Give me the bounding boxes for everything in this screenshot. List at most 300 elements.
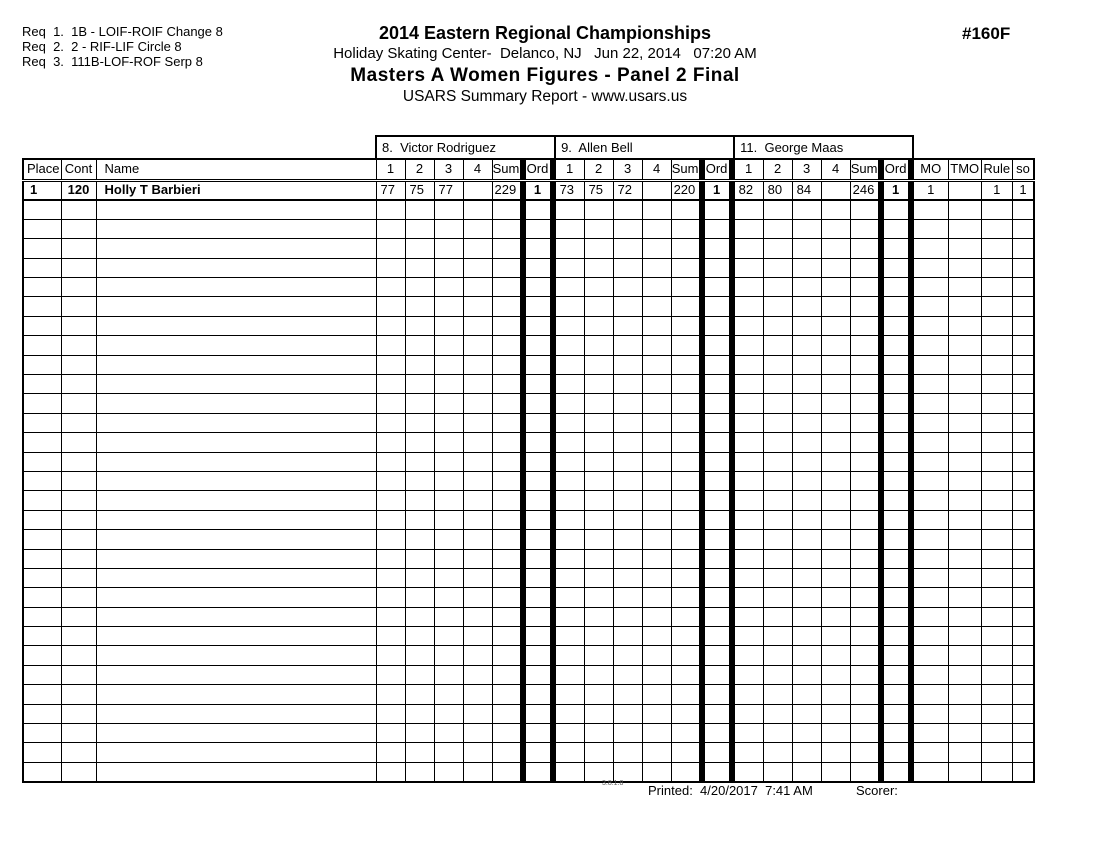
empty-cell bbox=[492, 568, 520, 587]
empty-cell bbox=[704, 762, 729, 781]
empty-cell bbox=[763, 762, 792, 781]
empty-cell bbox=[763, 588, 792, 607]
scorer-label: Scorer: bbox=[856, 783, 898, 798]
empty-cell bbox=[61, 316, 96, 335]
empty-cell bbox=[850, 278, 878, 297]
empty-cell bbox=[981, 394, 1012, 413]
empty-cell bbox=[734, 394, 763, 413]
empty-cell bbox=[613, 355, 642, 374]
empty-cell bbox=[613, 704, 642, 723]
empty-cell bbox=[821, 704, 850, 723]
empty-cell bbox=[525, 607, 550, 626]
empty-cell bbox=[1012, 665, 1034, 684]
empty-cell bbox=[61, 685, 96, 704]
empty-cell bbox=[376, 336, 405, 355]
empty-cell bbox=[492, 704, 520, 723]
empty-cell bbox=[96, 627, 376, 646]
empty-cell bbox=[23, 724, 61, 743]
empty-cell bbox=[492, 413, 520, 432]
empty-cell bbox=[821, 607, 850, 626]
empty-cell bbox=[1012, 219, 1034, 238]
empty-cell bbox=[913, 200, 948, 219]
empty-cell bbox=[463, 627, 492, 646]
empty-cell bbox=[734, 491, 763, 510]
empty-cell bbox=[584, 627, 613, 646]
empty-cell bbox=[23, 336, 61, 355]
empty-cell bbox=[584, 704, 613, 723]
empty-cell bbox=[671, 549, 699, 568]
empty-cell bbox=[96, 568, 376, 587]
empty-cell bbox=[792, 549, 821, 568]
empty-cell bbox=[1012, 200, 1034, 219]
empty-cell bbox=[704, 452, 729, 471]
empty-cell bbox=[821, 433, 850, 452]
empty-cell bbox=[704, 258, 729, 277]
empty-cell bbox=[883, 549, 908, 568]
empty-cell bbox=[525, 239, 550, 258]
empty-cell bbox=[948, 627, 981, 646]
empty-cell bbox=[463, 278, 492, 297]
empty-cell bbox=[913, 724, 948, 743]
empty-cell bbox=[913, 375, 948, 394]
empty-cell bbox=[525, 704, 550, 723]
empty-cell bbox=[23, 685, 61, 704]
empty-cell bbox=[850, 316, 878, 335]
empty-cell bbox=[376, 471, 405, 490]
championship-title: 2014 Eastern Regional Championships bbox=[378, 23, 712, 43]
empty-cell bbox=[671, 239, 699, 258]
empty-cell bbox=[61, 278, 96, 297]
empty-cell bbox=[492, 239, 520, 258]
empty-cell bbox=[642, 743, 671, 762]
empty-cell bbox=[948, 375, 981, 394]
empty-cell bbox=[704, 510, 729, 529]
empty-cell bbox=[671, 258, 699, 277]
col-header-sum: Sum bbox=[492, 159, 520, 180]
empty-cell bbox=[434, 743, 463, 762]
empty-cell bbox=[913, 510, 948, 529]
empty-cell bbox=[792, 724, 821, 743]
empty-cell bbox=[642, 336, 671, 355]
empty-cell bbox=[405, 704, 434, 723]
empty-cell bbox=[671, 297, 699, 316]
empty-cell bbox=[792, 452, 821, 471]
empty-cell bbox=[821, 665, 850, 684]
empty-cell bbox=[642, 510, 671, 529]
empty-cell bbox=[948, 452, 981, 471]
empty-cell bbox=[671, 316, 699, 335]
empty-cell bbox=[584, 219, 613, 238]
empty-cell bbox=[671, 530, 699, 549]
col-header-mark-2: 2 bbox=[763, 159, 792, 180]
empty-cell bbox=[792, 762, 821, 781]
empty-cell bbox=[883, 607, 908, 626]
empty-cell bbox=[555, 743, 584, 762]
empty-cell bbox=[584, 568, 613, 587]
empty-cell bbox=[584, 724, 613, 743]
empty-cell bbox=[821, 239, 850, 258]
empty-cell bbox=[1012, 452, 1034, 471]
empty-cell bbox=[792, 394, 821, 413]
empty-cell bbox=[883, 510, 908, 529]
empty-cell bbox=[792, 471, 821, 490]
empty-cell bbox=[613, 239, 642, 258]
empty-cell bbox=[376, 433, 405, 452]
empty-cell bbox=[913, 491, 948, 510]
empty-cell bbox=[981, 704, 1012, 723]
empty-cell bbox=[23, 704, 61, 723]
empty-cell bbox=[434, 549, 463, 568]
empty-cell bbox=[405, 530, 434, 549]
empty-cell bbox=[981, 646, 1012, 665]
empty-cell bbox=[981, 743, 1012, 762]
place-cell: 1 bbox=[23, 180, 61, 200]
empty-cell bbox=[555, 394, 584, 413]
req-line-3: Req 3. 111B-LOF-ROF Serp 8 bbox=[22, 54, 203, 69]
empty-cell bbox=[763, 491, 792, 510]
empty-cell bbox=[850, 549, 878, 568]
empty-cell bbox=[883, 394, 908, 413]
empty-cell bbox=[763, 471, 792, 490]
empty-cell bbox=[405, 219, 434, 238]
empty-cell bbox=[584, 375, 613, 394]
empty-cell bbox=[61, 394, 96, 413]
empty-cell bbox=[584, 665, 613, 684]
empty-cell bbox=[23, 394, 61, 413]
empty-cell bbox=[1012, 646, 1034, 665]
empty-cell bbox=[96, 336, 376, 355]
empty-cell bbox=[555, 704, 584, 723]
empty-cell bbox=[463, 258, 492, 277]
empty-cell bbox=[492, 724, 520, 743]
empty-cell bbox=[763, 452, 792, 471]
empty-cell bbox=[883, 200, 908, 219]
empty-cell bbox=[704, 471, 729, 490]
empty-cell bbox=[734, 433, 763, 452]
empty-cell bbox=[913, 239, 948, 258]
empty-cell bbox=[61, 471, 96, 490]
empty-cell bbox=[405, 413, 434, 432]
empty-cell bbox=[376, 743, 405, 762]
empty-cell bbox=[584, 413, 613, 432]
col-header-mark-4: 4 bbox=[642, 159, 671, 180]
empty-cell bbox=[492, 471, 520, 490]
empty-cell bbox=[555, 355, 584, 374]
empty-cell bbox=[850, 471, 878, 490]
empty-cell bbox=[613, 549, 642, 568]
empty-cell bbox=[584, 278, 613, 297]
mark-cell: 72 bbox=[613, 180, 642, 200]
empty-cell bbox=[613, 278, 642, 297]
col-header-sum: Sum bbox=[850, 159, 878, 180]
empty-cell bbox=[584, 471, 613, 490]
empty-cell bbox=[405, 433, 434, 452]
empty-cell bbox=[613, 491, 642, 510]
empty-cell bbox=[584, 200, 613, 219]
empty-cell bbox=[1012, 375, 1034, 394]
empty-cell bbox=[948, 297, 981, 316]
empty-cell bbox=[492, 530, 520, 549]
empty-cell bbox=[850, 627, 878, 646]
empty-cell bbox=[96, 724, 376, 743]
col-header-mark-1: 1 bbox=[734, 159, 763, 180]
empty-cell bbox=[525, 452, 550, 471]
empty-cell bbox=[734, 239, 763, 258]
empty-cell bbox=[613, 452, 642, 471]
empty-cell bbox=[584, 297, 613, 316]
empty-cell bbox=[734, 627, 763, 646]
empty-cell bbox=[704, 704, 729, 723]
empty-cell bbox=[981, 627, 1012, 646]
empty-cell bbox=[913, 297, 948, 316]
empty-cell bbox=[492, 452, 520, 471]
empty-cell bbox=[948, 239, 981, 258]
empty-cell bbox=[463, 549, 492, 568]
empty-cell bbox=[913, 762, 948, 781]
empty-cell bbox=[734, 704, 763, 723]
empty-cell bbox=[821, 646, 850, 665]
empty-cell bbox=[405, 646, 434, 665]
empty-cell bbox=[96, 588, 376, 607]
empty-cell bbox=[61, 452, 96, 471]
empty-cell bbox=[642, 413, 671, 432]
empty-cell bbox=[792, 588, 821, 607]
empty-cell bbox=[61, 665, 96, 684]
empty-cell bbox=[434, 471, 463, 490]
empty-cell bbox=[792, 568, 821, 587]
col-header-mark-2: 2 bbox=[584, 159, 613, 180]
empty-cell bbox=[704, 607, 729, 626]
empty-cell bbox=[850, 219, 878, 238]
empty-cell bbox=[23, 258, 61, 277]
empty-cell bbox=[948, 316, 981, 335]
empty-cell bbox=[821, 355, 850, 374]
empty-cell bbox=[763, 549, 792, 568]
empty-cell bbox=[405, 685, 434, 704]
empty-cell bbox=[584, 607, 613, 626]
empty-cell bbox=[61, 588, 96, 607]
empty-cell bbox=[434, 394, 463, 413]
empty-cell bbox=[492, 297, 520, 316]
empty-cell bbox=[23, 219, 61, 238]
empty-cell bbox=[584, 355, 613, 374]
empty-cell bbox=[792, 627, 821, 646]
empty-cell bbox=[734, 219, 763, 238]
empty-cell bbox=[23, 646, 61, 665]
empty-cell bbox=[525, 200, 550, 219]
empty-cell bbox=[948, 743, 981, 762]
empty-cell bbox=[704, 588, 729, 607]
empty-cell bbox=[584, 452, 613, 471]
empty-cell bbox=[850, 200, 878, 219]
empty-cell bbox=[671, 452, 699, 471]
empty-cell bbox=[734, 452, 763, 471]
empty-cell bbox=[613, 297, 642, 316]
empty-cell bbox=[613, 588, 642, 607]
empty-cell bbox=[792, 510, 821, 529]
empty-cell bbox=[763, 607, 792, 626]
empty-cell bbox=[434, 530, 463, 549]
empty-cell bbox=[763, 665, 792, 684]
empty-cell bbox=[704, 530, 729, 549]
empty-cell bbox=[948, 278, 981, 297]
empty-cell bbox=[1012, 510, 1034, 529]
empty-cell bbox=[525, 762, 550, 781]
empty-cell bbox=[613, 665, 642, 684]
empty-cell bbox=[671, 278, 699, 297]
empty-cell bbox=[1012, 394, 1034, 413]
empty-cell bbox=[376, 549, 405, 568]
col-header-mark-3: 3 bbox=[792, 159, 821, 180]
empty-cell bbox=[1012, 724, 1034, 743]
empty-cell bbox=[96, 510, 376, 529]
col-header-so: so bbox=[1012, 159, 1034, 180]
empty-cell bbox=[555, 452, 584, 471]
empty-cell bbox=[883, 375, 908, 394]
empty-cell bbox=[1012, 239, 1034, 258]
col-header-mo: MO bbox=[913, 159, 948, 180]
empty-cell bbox=[948, 355, 981, 374]
empty-cell bbox=[405, 724, 434, 743]
col-header-tmo: TMO bbox=[948, 159, 981, 180]
empty-cell bbox=[981, 452, 1012, 471]
empty-cell bbox=[376, 568, 405, 587]
empty-cell bbox=[525, 568, 550, 587]
empty-cell bbox=[463, 588, 492, 607]
empty-cell bbox=[434, 665, 463, 684]
empty-cell bbox=[734, 336, 763, 355]
empty-cell bbox=[883, 724, 908, 743]
empty-cell bbox=[948, 471, 981, 490]
empty-cell bbox=[405, 510, 434, 529]
empty-cell bbox=[463, 413, 492, 432]
empty-cell bbox=[555, 510, 584, 529]
empty-cell bbox=[434, 316, 463, 335]
empty-cell bbox=[613, 433, 642, 452]
mark-cell: 75 bbox=[584, 180, 613, 200]
empty-cell bbox=[96, 375, 376, 394]
rule-cell: 1 bbox=[981, 180, 1012, 200]
empty-cell bbox=[525, 665, 550, 684]
empty-cell bbox=[376, 530, 405, 549]
empty-cell bbox=[463, 355, 492, 374]
empty-cell bbox=[763, 743, 792, 762]
empty-cell bbox=[850, 762, 878, 781]
empty-cell bbox=[434, 413, 463, 432]
empty-cell bbox=[642, 355, 671, 374]
empty-cell bbox=[492, 491, 520, 510]
empty-cell bbox=[405, 239, 434, 258]
empty-cell bbox=[525, 258, 550, 277]
empty-cell bbox=[913, 530, 948, 549]
empty-cell bbox=[376, 394, 405, 413]
empty-cell bbox=[555, 588, 584, 607]
empty-cell bbox=[1012, 471, 1034, 490]
empty-cell bbox=[405, 471, 434, 490]
empty-cell bbox=[96, 471, 376, 490]
empty-cell bbox=[492, 665, 520, 684]
empty-cell bbox=[96, 704, 376, 723]
empty-cell bbox=[671, 646, 699, 665]
empty-cell bbox=[23, 471, 61, 490]
empty-cell bbox=[948, 704, 981, 723]
empty-cell bbox=[763, 297, 792, 316]
empty-cell bbox=[821, 316, 850, 335]
empty-cell bbox=[376, 278, 405, 297]
empty-cell bbox=[96, 743, 376, 762]
empty-cell bbox=[913, 549, 948, 568]
empty-cell bbox=[734, 297, 763, 316]
empty-cell bbox=[763, 433, 792, 452]
empty-cell bbox=[981, 239, 1012, 258]
empty-cell bbox=[981, 530, 1012, 549]
empty-cell bbox=[704, 375, 729, 394]
empty-cell bbox=[642, 219, 671, 238]
empty-cell bbox=[525, 724, 550, 743]
empty-cell bbox=[734, 762, 763, 781]
empty-cell bbox=[613, 762, 642, 781]
empty-cell bbox=[763, 685, 792, 704]
empty-cell bbox=[555, 258, 584, 277]
empty-cell bbox=[913, 588, 948, 607]
empty-cell bbox=[704, 413, 729, 432]
empty-cell bbox=[525, 375, 550, 394]
empty-cell bbox=[463, 316, 492, 335]
empty-cell bbox=[763, 239, 792, 258]
empty-cell bbox=[584, 588, 613, 607]
mark-cell: 84 bbox=[792, 180, 821, 200]
empty-cell bbox=[948, 607, 981, 626]
empty-cell bbox=[792, 743, 821, 762]
empty-cell bbox=[642, 316, 671, 335]
empty-cell bbox=[463, 394, 492, 413]
empty-cell bbox=[1012, 491, 1034, 510]
empty-cell bbox=[850, 491, 878, 510]
empty-cell bbox=[883, 665, 908, 684]
empty-cell bbox=[883, 278, 908, 297]
empty-cell bbox=[613, 743, 642, 762]
empty-cell bbox=[434, 510, 463, 529]
empty-cell bbox=[704, 336, 729, 355]
empty-cell bbox=[463, 452, 492, 471]
empty-cell bbox=[821, 375, 850, 394]
empty-cell bbox=[525, 627, 550, 646]
empty-cell bbox=[584, 316, 613, 335]
division-title: Masters A Women Figures - Panel 2 Final bbox=[350, 65, 740, 86]
empty-cell bbox=[434, 297, 463, 316]
empty-cell bbox=[376, 685, 405, 704]
empty-cell bbox=[883, 316, 908, 335]
empty-cell bbox=[821, 297, 850, 316]
empty-cell bbox=[96, 316, 376, 335]
empty-cell bbox=[704, 200, 729, 219]
empty-cell bbox=[821, 568, 850, 587]
empty-cell bbox=[525, 278, 550, 297]
empty-cell bbox=[434, 646, 463, 665]
empty-cell bbox=[96, 355, 376, 374]
col-header-mark-3: 3 bbox=[613, 159, 642, 180]
empty-cell bbox=[613, 219, 642, 238]
empty-cell bbox=[23, 452, 61, 471]
empty-cell bbox=[492, 394, 520, 413]
empty-cell bbox=[492, 685, 520, 704]
empty-cell bbox=[883, 491, 908, 510]
empty-cell bbox=[821, 336, 850, 355]
ord-cell: 1 bbox=[704, 180, 729, 200]
empty-cell bbox=[555, 200, 584, 219]
empty-cell bbox=[948, 762, 981, 781]
empty-cell bbox=[734, 646, 763, 665]
